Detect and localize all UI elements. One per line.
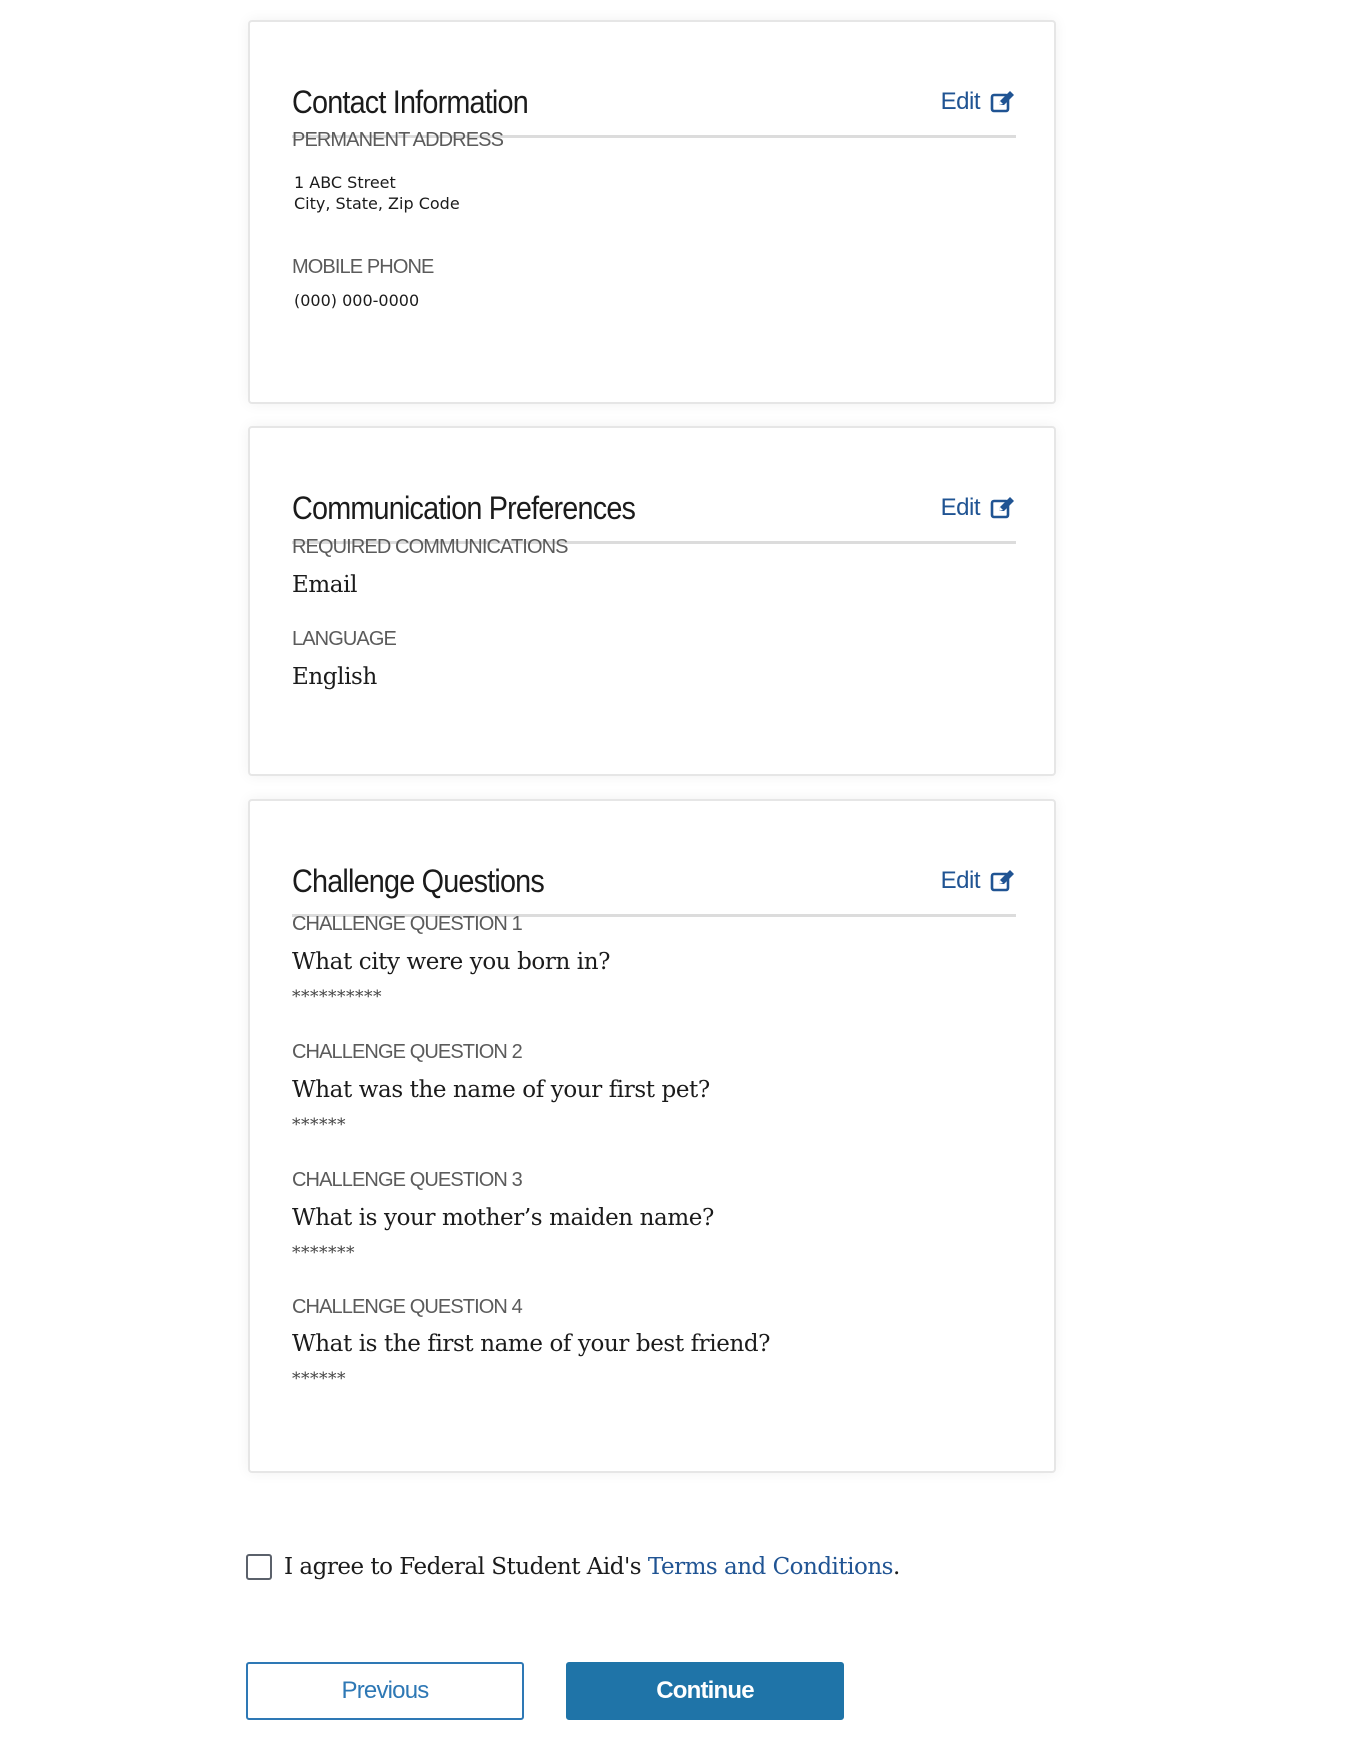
communication-preferences-header bbox=[292, 468, 1016, 544]
address-line-2: City, State, Zip Code bbox=[294, 194, 460, 213]
communication-edit-link[interactable] bbox=[941, 494, 1016, 522]
required-communications-value: Email bbox=[292, 572, 358, 598]
mobile-phone-label: MOBILE PHONE bbox=[292, 256, 434, 278]
continue-button[interactable]: Continue bbox=[566, 1662, 844, 1720]
language-label: LANGUAGE bbox=[292, 628, 396, 650]
challenge-answer-1-masked: ********** bbox=[292, 987, 382, 1007]
contact-edit-link[interactable] bbox=[941, 88, 1016, 116]
challenge-question-3-text: What is your mother’s maiden name? bbox=[292, 1205, 714, 1231]
edit-icon bbox=[990, 496, 1016, 520]
terms-agreement-checkbox[interactable] bbox=[246, 1554, 272, 1580]
contact-information-card bbox=[248, 20, 1056, 404]
terms-and-conditions-link[interactable]: Terms and Conditions bbox=[647, 1554, 893, 1580]
terms-agreement-text bbox=[284, 1554, 900, 1580]
required-communications-label: REQUIRED COMMUNICATIONS bbox=[292, 536, 568, 558]
challenge-question-2-label: CHALLENGE QUESTION 2 bbox=[292, 1041, 522, 1063]
challenge-question-3-label: CHALLENGE QUESTION 3 bbox=[292, 1169, 522, 1191]
challenge-questions-header bbox=[292, 841, 1016, 917]
communication-preferences-card bbox=[248, 426, 1056, 776]
challenge-question-4-label: CHALLENGE QUESTION 4 bbox=[292, 1296, 522, 1318]
challenge-answer-3-masked: ******* bbox=[292, 1243, 355, 1263]
permanent-address-label: PERMANENT ADDRESS bbox=[292, 129, 504, 151]
contact-information-header bbox=[292, 62, 1016, 138]
terms-agreement-suffix: . bbox=[892, 1554, 900, 1580]
challenge-questions-card bbox=[248, 799, 1056, 1473]
communication-preferences-title: Communication Preferences bbox=[292, 490, 636, 526]
previous-button[interactable]: Previous bbox=[246, 1662, 524, 1720]
challenge-question-1-text: What city were you born in? bbox=[292, 949, 611, 975]
challenge-edit-link[interactable] bbox=[941, 867, 1016, 895]
edit-icon bbox=[990, 90, 1016, 114]
mobile-phone-value: (000) 000-0000 bbox=[294, 291, 420, 310]
challenge-question-1-label: CHALLENGE QUESTION 1 bbox=[292, 913, 522, 935]
challenge-edit-label: Edit bbox=[940, 867, 980, 894]
terms-agreement-row bbox=[246, 1554, 900, 1580]
challenge-questions-title: Challenge Questions bbox=[292, 863, 544, 899]
contact-information-title: Contact Information bbox=[292, 84, 528, 120]
challenge-answer-4-masked: ****** bbox=[292, 1369, 346, 1389]
edit-icon bbox=[990, 869, 1016, 893]
address-line-1: 1 ABC Street bbox=[294, 173, 396, 192]
terms-agreement-prefix: I agree to Federal Student Aid's bbox=[284, 1554, 648, 1580]
challenge-question-4-text: What is the first name of your best friend? bbox=[292, 1331, 771, 1357]
contact-edit-label: Edit bbox=[940, 88, 980, 115]
communication-edit-label: Edit bbox=[940, 494, 980, 521]
language-value: English bbox=[292, 664, 377, 690]
challenge-answer-2-masked: ****** bbox=[292, 1115, 346, 1135]
challenge-question-2-text: What was the name of your first pet? bbox=[292, 1077, 710, 1103]
